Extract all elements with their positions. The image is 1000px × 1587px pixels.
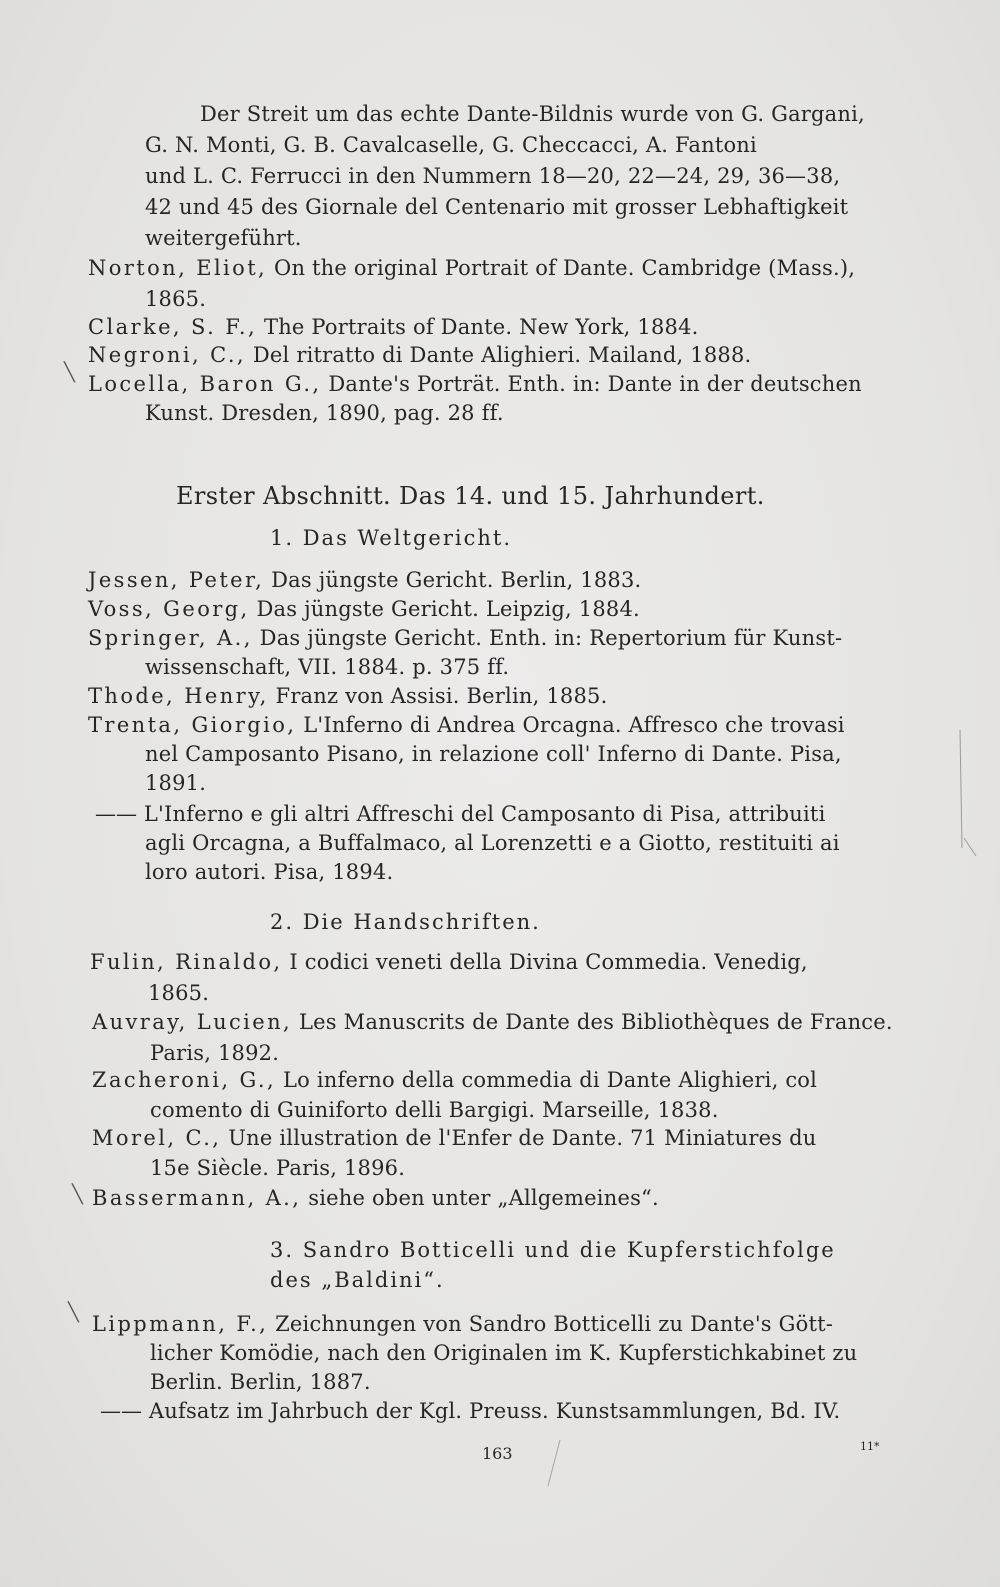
reference-text: Das jüngste Gericht. Leipzig, 1884. [256,597,640,621]
reference-entry [92,1310,833,1338]
reference-author: Voss, Georg, [88,597,250,621]
reference-entry [88,254,855,282]
intro-line: 42 und 45 des Giornale del Centenario mit grosser Lebhaftigkeit [145,195,849,219]
reference-author: Springer, A., [88,626,253,650]
reference-text: siehe oben unter „Allgemeines“. [308,1186,659,1210]
reference-text: On the original Portrait of Dante. Cambridge (Mass.), [274,256,856,280]
margin-mark: ╲ [64,362,75,383]
reference-continuation: 15e Siècle. Paris, 1896. [150,1156,406,1180]
reference-text: Zeichnungen von Sandro Botticelli zu Dante's Gött- [275,1312,834,1336]
reference-text: Lo inferno della commedia di Dante Alighieri, col [282,1068,818,1092]
reference-text: Une illustration de l'Enfer de Dante. 71 Miniatures du [228,1126,817,1150]
reference-entry [88,341,751,369]
intro-line: G. N. Monti, G. B. Cavalcaselle, G. Checcacci, A. Fantoni [145,133,757,157]
reference-continuation: 1865. [145,287,207,311]
reference-text: Del ritratto di Dante Alighieri. Mailand, 1888. [252,343,752,367]
reference-author: Locella, Baron G., [88,372,322,396]
reference-text: The Portraits of Dante. New York, 1884. [263,315,699,339]
reference-entry [88,566,641,594]
page-number: 163 [482,1444,513,1463]
reference-entry [88,370,862,398]
reference-text: L'Inferno e gli altri Affreschi del Camposanto di Pisa, attribuiti [143,802,826,826]
reference-continuation: 1865. [148,981,210,1005]
reference-entry [92,1124,817,1152]
intro-line: Der Streit um das echte Dante-Bildnis wurde von G. Gargani, [200,102,865,126]
reference-author: Lippmann, F., [92,1312,269,1336]
margin-mark: ╲ [72,1184,83,1205]
reference-author: Fulin, Rinaldo, [90,950,283,974]
reference-entry [100,1397,840,1425]
intro-line: und L. C. Ferrucci in den Nummern 18—20, 22—24, 29, 36—38, [145,164,841,188]
reference-text: L'Inferno di Andrea Orcagna. Affresco che trovasi [303,713,845,737]
section-heading: 2. Die Handschriften. [270,910,541,934]
reference-author: Bassermann, A., [92,1186,302,1210]
reference-text: Das jüngste Gericht. Berlin, 1883. [271,568,642,592]
reference-text: Aufsatz im Jahrbuch der Kgl. Preuss. Kunstsammlungen, Bd. IV. [148,1399,841,1423]
reference-entry [88,682,607,710]
reference-entry [95,800,825,828]
section-heading: 1. Das Weltgericht. [270,526,513,550]
reference-continuation: Berlin. Berlin, 1887. [150,1370,371,1394]
reference-entry [92,1184,659,1212]
signature-mark: 11* [860,1440,880,1453]
reference-entry [92,1066,817,1094]
reference-text: Das jüngste Gericht. Enth. in: Repertorium für Kunst- [259,626,843,650]
reference-author: Zacheroni, G., [92,1068,277,1092]
reference-author: Clarke, S. F., [88,315,258,339]
reference-continuation: licher Komödie, nach den Originalen im K. Kupferstichkabinet zu [150,1341,858,1365]
reference-author: Negroni, C., [88,343,246,367]
reference-text: Franz von Assisi. Berlin, 1885. [275,684,608,708]
reference-entry [88,624,842,652]
reference-text: Dante's Porträt. Enth. in: Dante in der deutschen [328,372,862,396]
reference-continuation: Kunst. Dresden, 1890, pag. 28 ff. [145,401,504,425]
reference-author: Thode, Henry, [88,684,269,708]
reference-continuation: agli Orcagna, a Buffalmaco, al Lorenzetti e a Giotto, restituiti ai [145,831,840,855]
reference-continuation: wissenschaft, VII. 1884. p. 375 ff. [145,655,510,679]
reference-author: Trenta, Giorgio, [88,713,297,737]
margin-mark: ╲ [68,1302,79,1323]
reference-continuation: comento di Guiniforto delli Bargigi. Marseille, 1838. [150,1098,719,1122]
reference-continuation: loro autori. Pisa, 1894. [145,860,394,884]
section-heading: 3. Sandro Botticelli und die Kupferstichfolge [270,1238,836,1262]
reference-entry [92,1008,893,1036]
reference-text: I codici veneti della Divina Commedia. Venedig, [289,950,808,974]
reference-entry [88,595,640,623]
pencil-stroke-mark [540,1440,570,1490]
reference-continuation: Paris, 1892. [150,1041,280,1065]
ditto-dash: —— [95,802,137,826]
reference-author: Auvray, Lucien, [92,1010,293,1034]
section-heading: des „Baldini“. [270,1268,445,1292]
reference-continuation: nel Camposanto Pisano, in relazione coll' Inferno di Dante. Pisa, [145,742,842,766]
ditto-dash: —— [100,1399,142,1423]
reference-entry [88,313,699,341]
pencil-margin-mark [940,730,980,860]
intro-line: weitergeführt. [145,226,302,250]
reference-continuation: 1891. [145,771,207,795]
reference-author: Morel, C., [92,1126,222,1150]
reference-entry [90,948,808,976]
reference-entry [88,711,845,739]
reference-author: Norton, Eliot, [88,256,268,280]
reference-text: Les Manuscrits de Dante des Bibliothèques de France. [299,1010,893,1034]
reference-author: Jessen, Peter, [88,568,265,592]
chapter-heading: Erster Abschnitt. Das 14. und 15. Jahrhundert. [176,482,765,510]
